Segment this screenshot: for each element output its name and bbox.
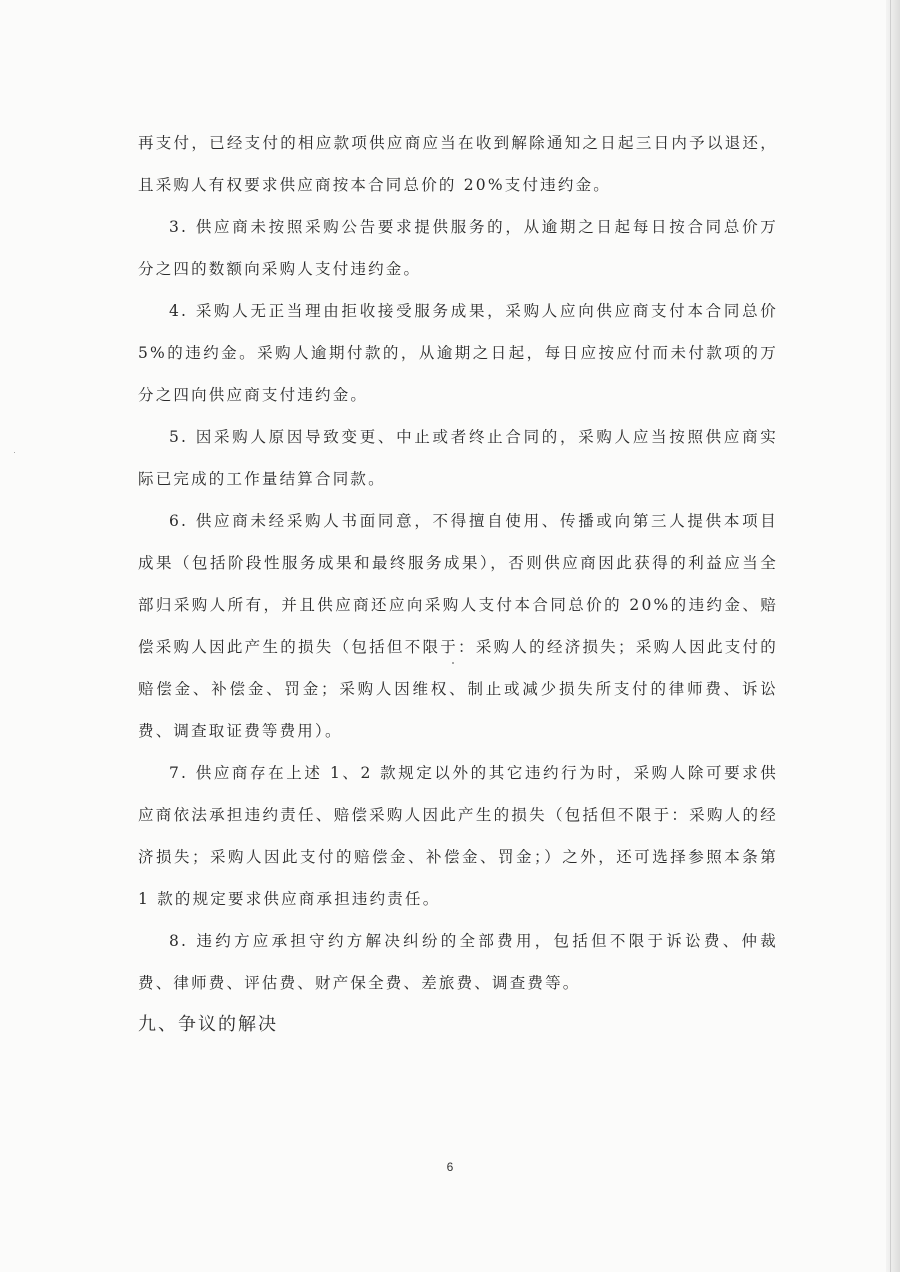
section-heading-dispute-resolution: 九、争议的解决	[138, 1014, 278, 1035]
document-body	[138, 122, 778, 1046]
paragraph-continuation: 再支付，已经支付的相应款项供应商应当在收到解除通知之日起三日内予以退还，且采购人有权要求供应商按本合同总价的 20%支付违约金。	[138, 134, 778, 194]
clause-7: 7. 供应商存在上述 1、2 款规定以外的其它违约行为时，采购人除可要求供应商依法承担违约责任、赔偿采购人因此产生的损失（包括但不限于：采购人的经济损失；采购人因此支付的赔偿金、补偿金、罚金；）之外，还可选择参照本条第 1 款的规定要求供应商承担违约责任。	[138, 764, 778, 908]
clause-6: 6. 供应商未经采购人书面同意，不得擅自使用、传播或向第三人提供本项目成果（包括阶段性服务成果和最终服务成果），否则供应商因此获得的利益应当全部归采购人所有，并且供应商还应向采购人支付本合同总价的 20%的违约金、赔偿采购人因此产生的损失（包括但不限于：采购人的经济损失；采购人因此支付的赔偿金、补偿金、罚金；采购人因维权、制止或减少损失所支付的律师费、诉讼费、调查取证费等费用）。	[138, 512, 778, 740]
clause-8: 8. 违约方应承担守约方解决纠纷的全部费用，包括但不限于诉讼费、仲裁费、律师费、评估费、财产保全费、差旅费、调查费等。	[138, 932, 778, 992]
clause-4: 4. 采购人无正当理由拒收接受服务成果，采购人应向供应商支付本合同总价 5%的违约金。采购人逾期付款的，从逾期之日起，每日应按应付而未付款项的万分之四向供应商支付违约金。	[138, 302, 778, 404]
scan-edge-shadow	[886, 0, 900, 1272]
scan-edge-line	[890, 0, 891, 1272]
scan-speck	[14, 452, 15, 453]
page-number: 6	[446, 1160, 454, 1174]
clause-5: 5. 因采购人原因导致变更、中止或者终止合同的，采购人应当按照供应商实际已完成的工作量结算合同款。	[138, 428, 778, 488]
clause-3: 3. 供应商未按照采购公告要求提供服务的，从逾期之日起每日按合同总价万分之四的数额向采购人支付违约金。	[138, 218, 778, 278]
